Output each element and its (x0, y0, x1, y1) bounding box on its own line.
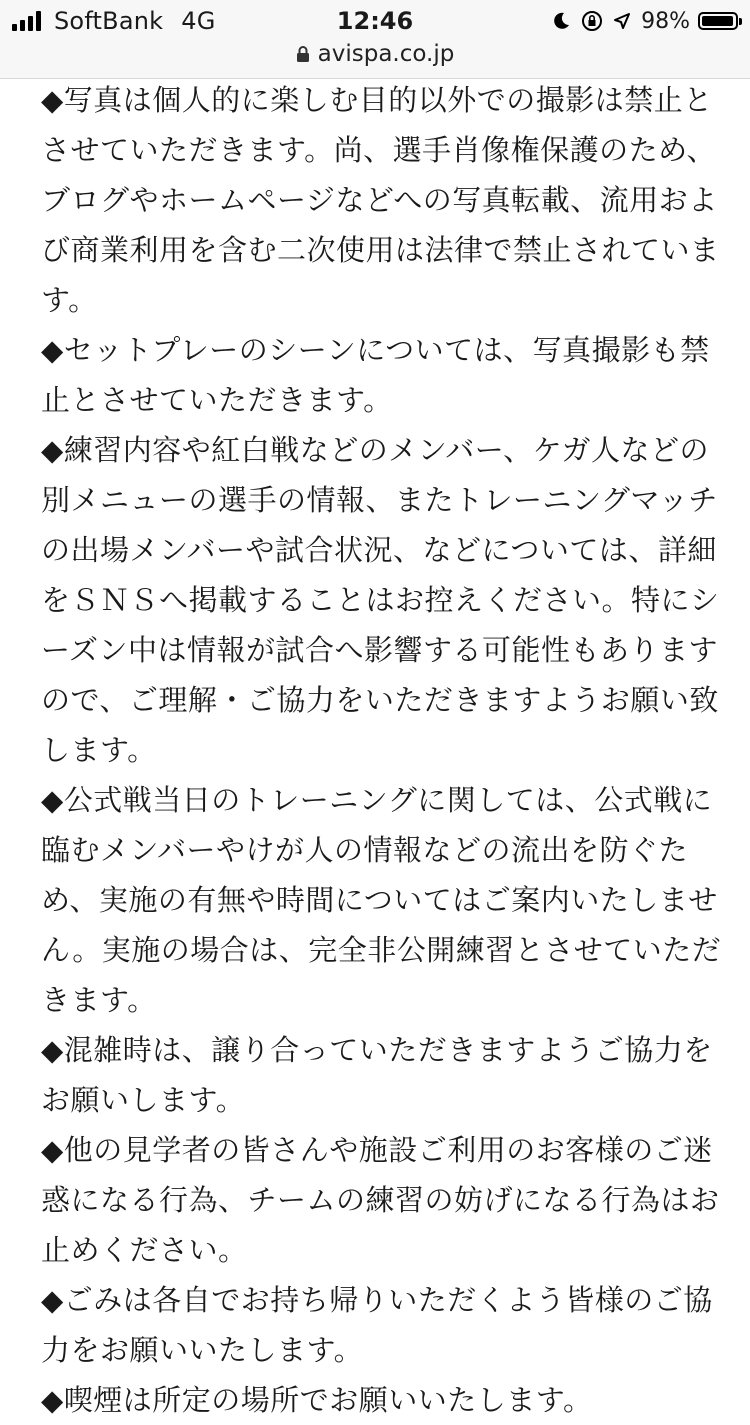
notice-paragraph-crowd: ◆混雑時は、譲り合っていただきますようご協力をお願いします。 (41, 1033, 713, 1117)
url-display[interactable] (296, 40, 455, 68)
battery-icon (698, 12, 738, 30)
notice-paragraph-trash: ◆ごみは各自でお持ち帰りいただくよう皆様のご協力をお願いいたします。 (41, 1283, 713, 1367)
orientation-lock-icon (581, 10, 603, 32)
notice-paragraph-sns: ◆練習内容や紅白戦などのメンバー、ケガ人などの別メニューの選手の情報、またトレーニングマッチの出場メンバーや試合状況、などについては、詳細をＳＮＳへ掲載することはお控えください。特にシーズン中は情報が試合へ影響する可能性もありますので、ご理解・ご協力をいただきますようお願い致します。 (41, 433, 720, 767)
network-type: 4G (181, 7, 216, 35)
battery-percent: 98% (641, 8, 690, 34)
notice-paragraph-nuisance: ◆他の見学者の皆さんや施設ご利用のお客様のご迷惑になる行為、チームの練習の妨げになる行為はお止めください。 (41, 1133, 720, 1267)
browser-url-bar[interactable] (0, 40, 750, 79)
notice-paragraph-smoking: ◆喫煙は所定の場所でお願いいたします。 (41, 1383, 593, 1417)
carrier-name: SoftBank (54, 7, 164, 35)
battery-level-fill (702, 16, 733, 26)
url-text: avispa.co.jp (317, 41, 455, 67)
notice-content (41, 75, 723, 1425)
status-right (541, 6, 738, 36)
lock-icon (296, 45, 310, 63)
location-arrow-icon (613, 12, 631, 30)
status-bar (0, 0, 750, 40)
moon-icon (551, 11, 571, 31)
notice-paragraph-setplay: ◆セットプレーのシーンについては、写真撮影も禁止とさせていただきます。 (41, 333, 710, 417)
notice-paragraph-official-match: ◆公式戦当日のトレーニングに関しては、公式戦に臨むメンバーやけが人の情報などの流出を防ぐため、実施の有無や時間についてはご案内いたしません。実施の場合は、完全非公開練習とさせていただきます。 (41, 783, 722, 1017)
notice-paragraph-photo: ◆写真は個人的に楽しむ目的以外での撮影は禁止とさせていただきます。尚、選手肖像権保護のため、ブログやホームページなどへの写真転載、流用および商業利用を含む二次使用は法律で禁止されています。 (41, 83, 720, 317)
status-time: 12:46 (336, 7, 414, 35)
